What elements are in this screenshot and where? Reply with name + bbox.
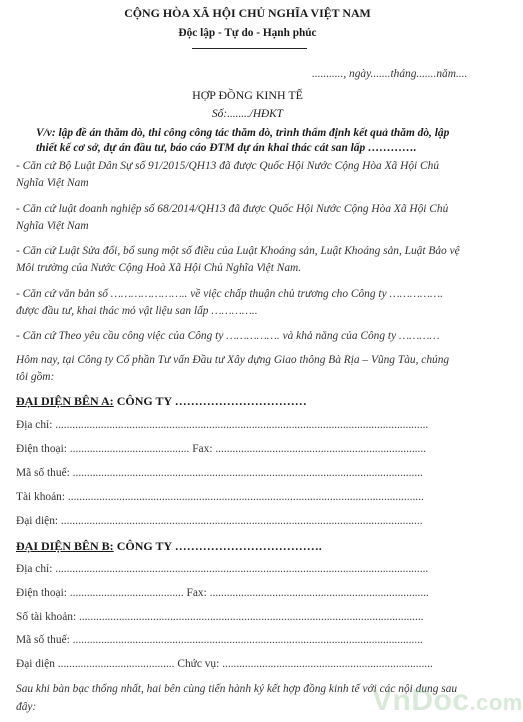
party-b-heading — [16, 539, 322, 554]
basis-1-line-1: - Căn cứ Bộ Luật Dân Sự số 91/2015/QH13 đã được Quốc Hội Nước Cộng Hòa Xã Hội Chủ — [16, 160, 440, 172]
party-b-label: ĐẠI DIỆN BÊN B: — [16, 539, 114, 553]
party-b-company: CÔNG TY ………………………………. — [113, 539, 322, 553]
party-b-representative: Đại diện ......................................... Chức vụ: .......................................................................... — [16, 658, 433, 670]
party-b-phone: Điện thoại: ........................................ Fax: ............................................................................. — [16, 587, 429, 599]
basis-4-line-2: được đầu tư, khai thác mỏ vật liệu san lấp ………….. — [16, 305, 258, 317]
basis-1-line-2: Nghĩa Việt Nam — [16, 177, 89, 189]
party-b-address: Địa chỉ: ................................................................................................................................... — [16, 563, 429, 575]
party-a-heading — [16, 394, 307, 409]
party-a-tax-code: Mã số thuế: ........................................................................................................................... — [16, 467, 423, 479]
party-a-label: ĐẠI DIỆN BÊN A: — [16, 394, 114, 408]
subject-line-1: V/v: lập đề án thăm dò, thi công công tác thăm dò, trình thẩm định kết quả thăm dò, lập — [36, 127, 450, 139]
intro-line-1: Hôm nay, tại Công ty Cổ phần Tư vấn Đầu tư Xây dựng Giao thông Bà Rịa – Vũng Tàu, chúng — [16, 354, 450, 366]
party-a-representative: Đại diện: ............................................................................................................................... — [16, 515, 423, 527]
vndoc-watermark — [372, 684, 523, 718]
watermark-suffix: .com — [469, 690, 523, 715]
contract-number: Số:......../HĐKT — [212, 108, 283, 120]
date-line: ..........., ngày.......tháng.......năm.... — [312, 68, 468, 80]
basis-2-line-2: Nghĩa Việt Nam — [16, 220, 89, 232]
closing-line-2: đây: — [16, 701, 37, 713]
basis-5-line-1: - Căn cứ Theo yêu cầu công việc của Công ty ……………. và khả năng của Công ty ………… — [16, 330, 440, 342]
basis-3-line-1: - Căn cứ Luật Sửa đổi, bổ sung một số điều của Luật Khoáng sản, Luật Khoáng sản, Luật Bảo vệ — [16, 245, 460, 257]
intro-line-2: tôi gồm: — [16, 371, 55, 383]
country-name: CỘNG HÒA XÃ HỘI CHỦ NGHĨA VIỆT NAM — [124, 6, 371, 20]
basis-2-line-1: - Căn cứ luật doanh nghiệp số 68/2014/QH13 đã được Quốc Hội Nước Cộng Hòa Xã Hội Chủ — [16, 203, 449, 215]
motto: Độc lập - Tự do - Hạnh phúc — [178, 27, 317, 39]
party-a-address: Địa chỉ: ................................................................................................................................... — [16, 419, 429, 431]
basis-3-line-2: Môi trường của Nước Cộng Hoà Xã Hội Chủ Nghĩa Việt Nam. — [16, 262, 302, 274]
closing-line-1: Sau khi bàn bạc thống nhất, hai bên cùng tiến hành ký kết hợp đồng kinh tế với các nội dung sau — [16, 683, 458, 695]
party-b-account-number: Số tài khoản: ......................................................................................................................... — [16, 611, 424, 623]
party-a-account: Tài khoản: ............................................................................................................................. — [16, 491, 424, 503]
party-b-tax-code: Mã số thuế: ........................................................................................................................... — [16, 634, 423, 646]
watermark-main: VnDoc — [372, 684, 470, 717]
contract-title: HỢP ĐỒNG KINH TẾ — [192, 88, 303, 102]
motto-underline — [192, 48, 307, 49]
subject-line-2: thiết kế cơ sở, dự án đầu tư, báo cáo ĐTM dự án khai thác cát san lấp …………. — [36, 142, 417, 154]
party-a-company: CÔNG TY …………………………… — [113, 394, 307, 408]
party-a-phone: Điện thoại: .......................................... Fax: .......................................................................... — [16, 443, 427, 455]
basis-4-line-1: - Căn cứ văn bản số ………………….. về việc chấp thuận chủ trương cho Công ty ……………. — [16, 288, 443, 300]
